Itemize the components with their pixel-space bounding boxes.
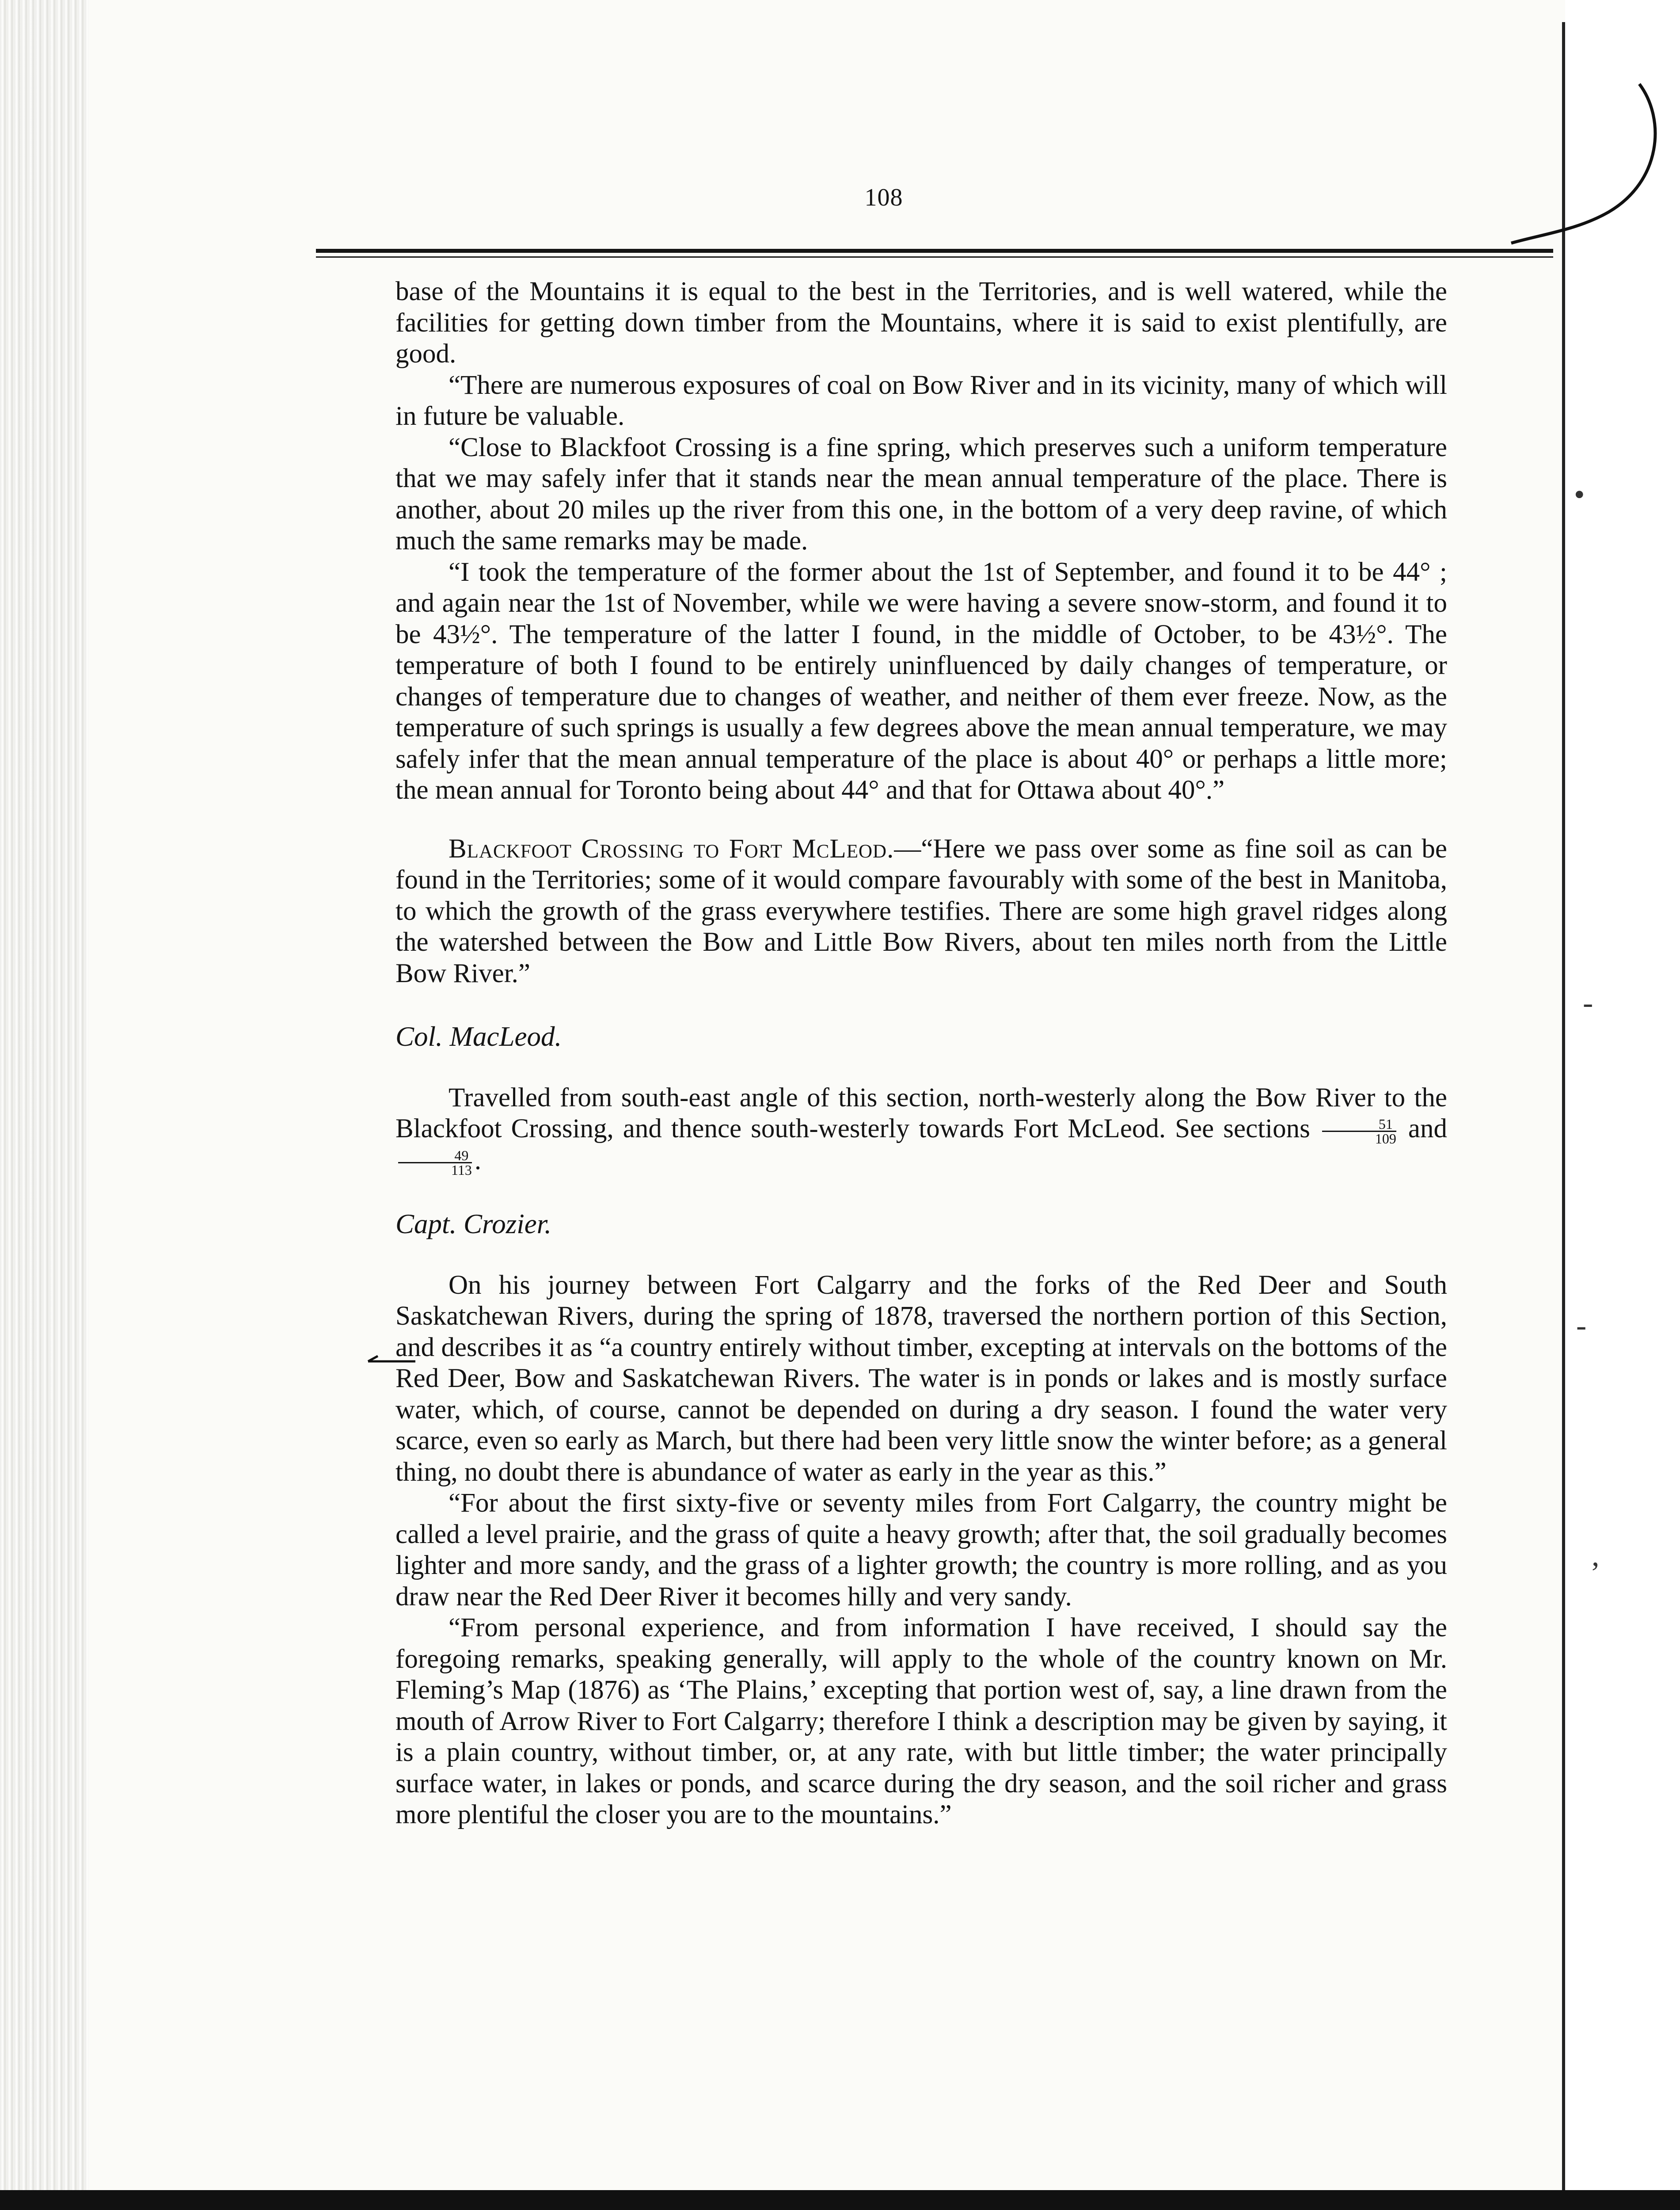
conjunction: and <box>1408 1114 1447 1143</box>
fraction-numerator: 49 <box>398 1149 472 1163</box>
body-text <box>395 276 1447 1831</box>
header-rule <box>316 249 1553 253</box>
macleod-text: Travelled from south-east angle of this section, north-westerly along the Bow River to the Blackfoot Crossing, and thence south-westerly towards Fort McLeod. See sections <box>395 1082 1447 1143</box>
paragraph: “I took the temperature of the former about the 1st of September, and found it to be 44° ; and again near the 1st of November, while we were having a severe snow-storm, and found it to be 43½°. The temperature of the latter I found, in the middle of October, to be 43½°. The temperature of both I found to be entirely uninfluenced by daily changes of temperature, or changes of temperature due to changes of weather, and neither of them ever freeze. Now, as the temperature of such springs is usually a few degrees above the mean annual temperature, we may safely infer that the mean annual temperature of the place is about 40° or perhaps a little more; the mean annual for Toronto being about 44° and that for Ottawa about 40°.” <box>395 557 1447 805</box>
margin-mark: , <box>1592 1539 1600 1573</box>
page-number: 108 <box>864 184 903 211</box>
left-scan-margin <box>0 0 88 2210</box>
fraction-numerator: 51 <box>1322 1117 1396 1132</box>
fraction-denominator: 109 <box>1375 1130 1396 1147</box>
crozier-paragraph: “For about the first sixty-five or seventy miles from Fort Calgarry, the country might be called a level prairie, and the grass of quite a heavy growth; after that, the soil gradually becomes lighter and more sandy, and the grass of a lighter growth; the country is more rolling, and as you draw near the Red Deer River it becomes hilly and very sandy. <box>395 1488 1447 1612</box>
pen-mark-curve <box>1494 66 1680 261</box>
paragraph: “There are numerous exposures of coal on Bow River and in its vicinity, many of which will in future be valuable. <box>395 370 1447 431</box>
blackfoot-paragraph <box>395 834 1447 990</box>
gutter-line <box>1562 22 1565 2210</box>
blackfoot-heading: Blackfoot Crossing to Fort McLeod. <box>449 834 894 864</box>
scan-bottom-band <box>0 2190 1680 2210</box>
fraction-denominator: 113 <box>451 1162 472 1178</box>
macleod-heading: Col. MacLeod. <box>395 1021 562 1052</box>
facing-page-strip <box>1565 0 1680 2210</box>
header-rule-thin <box>316 256 1553 258</box>
paragraph: base of the Mountains it is equal to the best in the Territories, and is well watered, while the facilities for getting down timber from the Mountains, where it is said to exist plentifully, are good. <box>395 277 1447 369</box>
margin-mark: • <box>1574 478 1585 512</box>
blackfoot-text: —“Here we pass over some as fine soil as can be found in the Territories; some of it would compare favourably with some of the best in Manitoba, to which the growth of the grass everywhere testifies. There are some high gravel ridges along the watershed between the Bow and Little Bow Rivers, about ten miles north from the Little Bow River.” <box>395 834 1447 988</box>
crozier-paragraph: On his journey between Fort Calgarry and the forks of the Red Deer and South Saskatchewan Rivers, during the spring of 1878, traversed the northern portion of this Section, and describes it as “a country entirely without timber, excepting at intervals on the bottoms of the Red Deer, Bow and Saskatchewan Rivers. The water is in ponds or lakes and is mostly surface water, which, of course, cannot be depended on during a dry season. I found the water very scarce, even so early as March, but there had been very little snow the winter before; as a general thing, no doubt there is abundance of water as early in the year as this.” <box>395 1270 1447 1487</box>
section-fraction <box>1322 1117 1396 1145</box>
macleod-paragraph <box>395 1082 1447 1177</box>
crozier-paragraph: “From personal experience, and from information I have received, I should say the foregoing remarks, speaking generally, will apply to the whole of the country known on Mr. Fleming’s Map (1876) as ‘The Plains,’ excepting that portion west of, say, a line drawn from the mouth of Arrow River to Fort Calgarry; therefore I think a description may be given by saying, it is a plain country, without timber, or, at any rate, with but little timber; the water principally surface water, in lakes or ponds, and scarce during the dry season, and the soil richer and grass more plentiful the closer you are to the mountains.” <box>395 1613 1447 1829</box>
margin-mark: - <box>1583 986 1593 1020</box>
margin-mark: - <box>1576 1309 1587 1343</box>
crozier-heading: Capt. Crozier. <box>395 1208 551 1239</box>
period: . <box>474 1145 482 1175</box>
paragraph: “Close to Blackfoot Crossing is a fine spring, which preserves such a uniform temperature that we may safely infer that it stands near the mean annual temperature of the place. There is another, about 20 miles up the river from this one, in the bottom of a very deep ravine, of which much the same remarks may be made. <box>395 432 1447 556</box>
section-fraction <box>398 1149 472 1177</box>
